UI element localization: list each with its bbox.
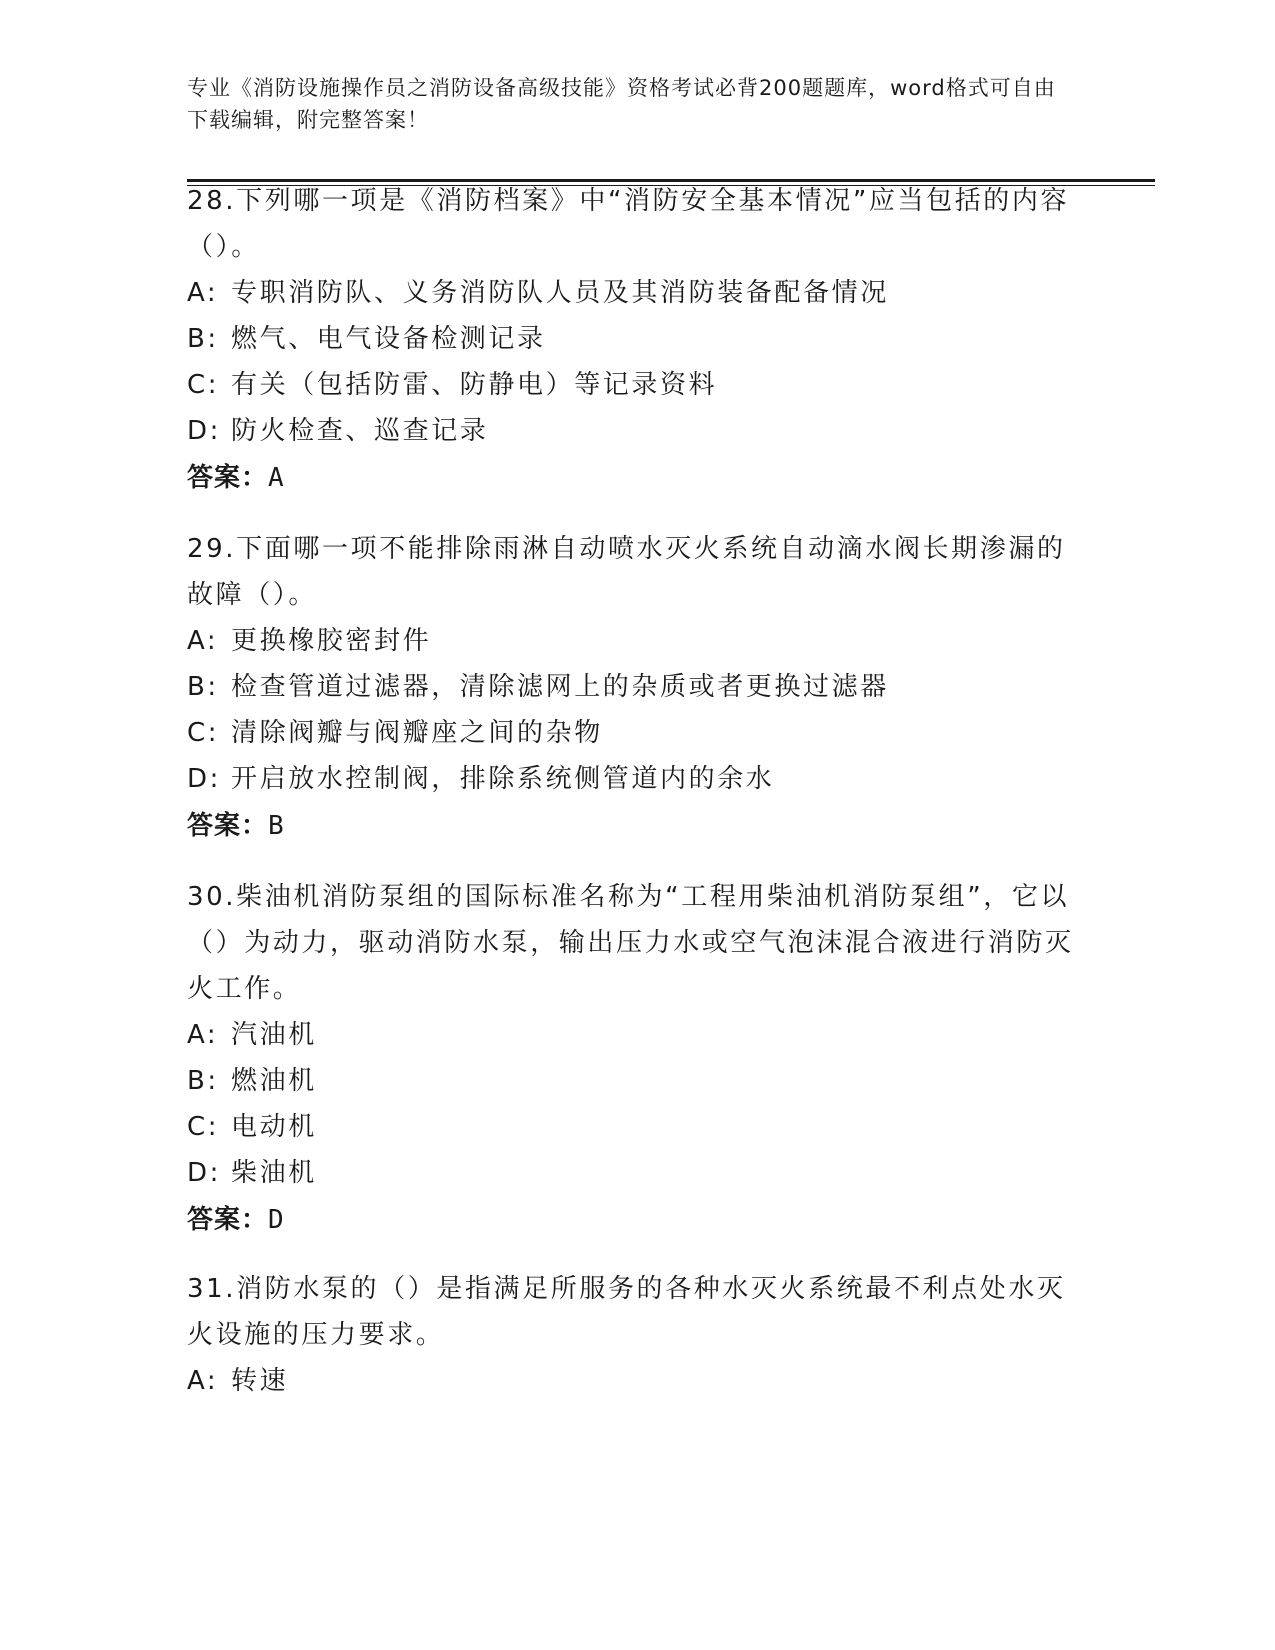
option-key: B: [187, 672, 219, 702]
option-text: 燃油机 [231, 1066, 317, 1096]
answer-line [187, 454, 1077, 500]
option-text: 燃气、电气设备检测记录 [231, 324, 546, 354]
answer-value: A [268, 463, 285, 493]
option-key: A: [187, 626, 219, 656]
option-text: 有关（包括防雷、防静电）等记录资料 [231, 370, 718, 400]
answer-line [187, 1196, 1077, 1242]
option-text: 开启放水控制阀，排除系统侧管道内的余水 [231, 764, 775, 794]
option-a [187, 618, 1077, 664]
option-text: 电动机 [231, 1112, 317, 1142]
answer-label: 答案： [187, 1204, 269, 1234]
question-stem: 29.下面哪一项不能排除雨淋自动喷水灭火系统自动滴水阀长期渗漏的故障（）。 [187, 534, 1066, 610]
option-text: 专职消防队、义务消防队人员及其消防装备配备情况 [231, 278, 889, 308]
option-key: C: [187, 718, 220, 748]
question-stem: 30.柴油机消防泵组的国际标准名称为“工程用柴油机消防泵组”，它以（）为动力，驱动消防水泵，输出压力水或空气泡沫混合液进行消防灭火工作。 [187, 882, 1074, 1004]
option-key: D: [187, 416, 221, 446]
answer-value: B [268, 811, 285, 841]
question-stem: 31.消防水泵的（）是指满足所服务的各种水灭火系统最不利点处水灭火设施的压力要求。 [187, 1274, 1066, 1350]
option-key: D: [187, 1158, 221, 1188]
question-stem: 28.下列哪一项是《消防档案》中“消防安全基本情况”应当包括的内容（）。 [187, 186, 1070, 262]
option-key: B: [187, 1066, 219, 1096]
option-text: 汽油机 [231, 1020, 317, 1050]
option-b [187, 316, 1077, 362]
answer-line [187, 802, 1077, 848]
option-key: D: [187, 764, 221, 794]
option-key: A: [187, 1020, 219, 1050]
option-key: C: [187, 1112, 220, 1142]
answer-label: 答案： [187, 462, 269, 492]
question-28 [187, 178, 1077, 500]
option-b [187, 1058, 1077, 1104]
option-key: C: [187, 370, 220, 400]
answer-value: D [268, 1205, 285, 1235]
option-c [187, 362, 1077, 408]
option-text: 柴油机 [231, 1158, 317, 1188]
option-c [187, 1104, 1077, 1150]
option-key: A: [187, 278, 219, 308]
option-c [187, 710, 1077, 756]
option-a [187, 1358, 1077, 1404]
option-d [187, 1150, 1077, 1196]
question-31 [187, 1266, 1077, 1404]
option-text: 清除阀瓣与阀瓣座之间的杂物 [231, 718, 603, 748]
option-b [187, 664, 1077, 710]
option-text: 转速 [231, 1366, 289, 1396]
document-header: 专业《消防设施操作员之消防设备高级技能》资格考试必背200题题库，word格式可自由下载编辑，附完整答案！ [187, 76, 1056, 132]
option-a [187, 1012, 1077, 1058]
option-text: 更换橡胶密封件 [231, 626, 432, 656]
answer-label: 答案： [187, 810, 269, 840]
option-a [187, 270, 1077, 316]
option-d [187, 756, 1077, 802]
option-key: A: [187, 1366, 219, 1396]
question-30 [187, 874, 1077, 1242]
option-key: B: [187, 324, 219, 354]
question-29 [187, 526, 1077, 848]
option-d [187, 408, 1077, 454]
option-text: 检查管道过滤器，清除滤网上的杂质或者更换过滤器 [231, 672, 889, 702]
option-text: 防火检查、巡查记录 [231, 416, 489, 446]
